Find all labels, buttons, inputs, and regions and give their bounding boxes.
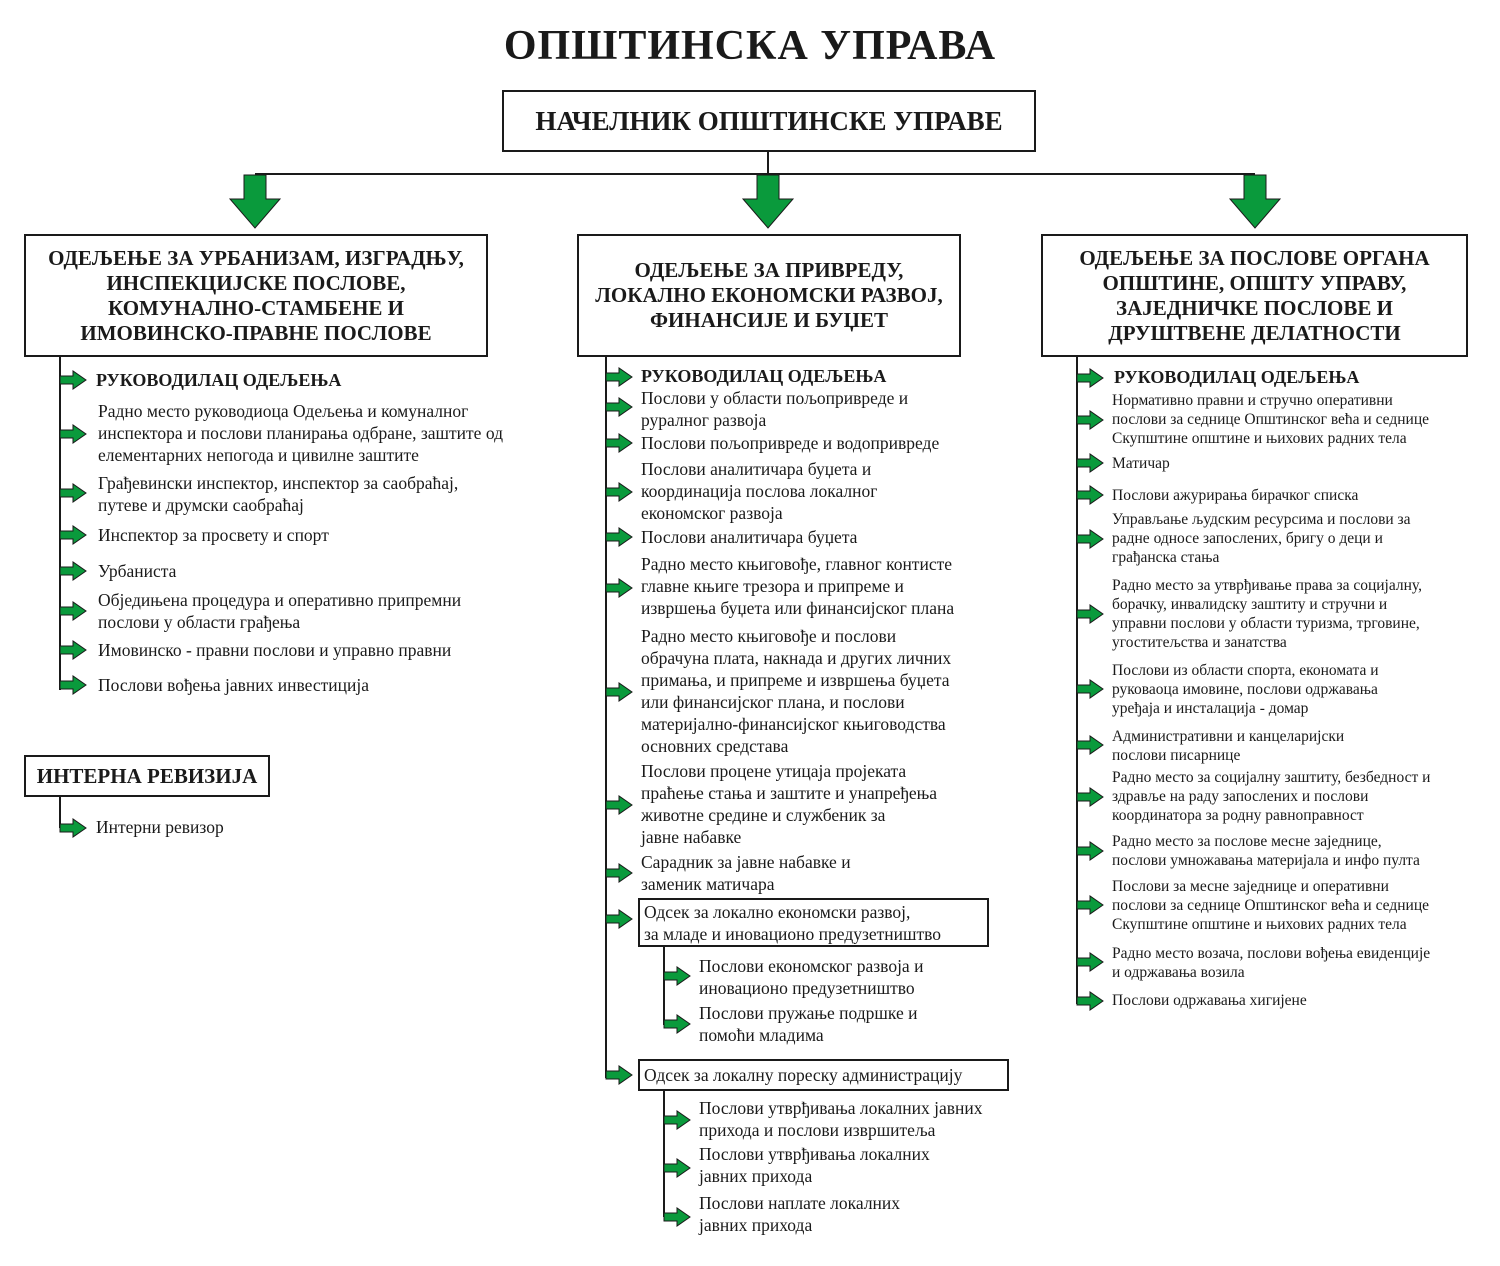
arrow-right-icon <box>60 641 86 659</box>
list-item <box>98 560 176 582</box>
item-line: Послови аналитичара буџета и <box>641 459 872 479</box>
item-line: извршења буџета или финансијског плана <box>641 598 955 618</box>
item-line: послови за седнице Општинског већа и седнице <box>1112 411 1430 428</box>
list-item <box>641 458 877 524</box>
item-line: Управљање људским ресурсима и послови за <box>1112 511 1411 528</box>
arrow-right-icon <box>664 1015 690 1033</box>
list-item <box>641 387 908 431</box>
list-item <box>641 553 954 619</box>
section-box-1 <box>638 898 989 947</box>
item-line: животне средине и службеник за <box>641 805 886 825</box>
arrow-right-icon <box>664 1159 690 1177</box>
item-line: помоћи младима <box>699 1025 824 1045</box>
arrow-right-icon <box>1077 411 1103 429</box>
arrow-right-icon <box>1077 530 1103 548</box>
item-line: Послови за месне заједнице и оперативни <box>1112 878 1389 895</box>
item-line: инспектора и послови планирања одбране, заштите од <box>98 423 503 443</box>
item-line: Скупштине општине и њихових радних тела <box>1112 916 1407 933</box>
item-line: путеве и друмски саобраћај <box>98 495 304 515</box>
item-line: Имовинско - правни послови и управно правни <box>98 640 452 660</box>
item-line: РУКОВОДИЛАЦ ОДЕЉЕЊА <box>1114 367 1360 387</box>
item-line: Послови одржавања хигијене <box>1112 992 1307 1009</box>
arrow-right-icon <box>664 1208 690 1226</box>
item-line: Послови ажурирања бирачког списка <box>1112 487 1359 504</box>
arrow-right-icon <box>60 484 86 502</box>
arrow-down-icon <box>743 175 793 228</box>
list-item <box>1112 832 1420 870</box>
item-line: прихода и послови извршитеља <box>699 1120 936 1140</box>
item-line: Урбаниста <box>98 561 177 581</box>
item-line: Радно место за социјалну заштиту, безбедност и <box>1112 769 1431 786</box>
chief-box: НАЧЕЛНИК ОПШТИНСКЕ УПРАВЕ <box>502 90 1036 152</box>
list-item <box>1112 877 1429 934</box>
item-line: јавних прихода <box>699 1215 813 1235</box>
dept-title-line: ОДЕЉЕЊЕ ЗА ПРИВРЕДУ, <box>634 258 904 282</box>
section-item <box>699 955 923 999</box>
item-line: Послови пружање подршке и <box>699 1003 918 1023</box>
arrow-right-icon <box>1077 842 1103 860</box>
item-line: основних средстава <box>641 736 789 756</box>
dept-title-line: ИНСПЕКЦИЈСКЕ ПОСЛОВЕ, <box>106 270 406 295</box>
item-line: радне односе запослених, бригу о деци и <box>1112 530 1383 547</box>
audit-box: ИНТЕРНА РЕВИЗИЈА <box>24 755 270 797</box>
item-line: уређаја и инсталација - домар <box>1112 700 1309 717</box>
department-box-1 <box>24 234 488 357</box>
item-line: РУКОВОДИЛАЦ ОДЕЉЕЊА <box>641 366 887 386</box>
section-title-line: за младе и иновационо предузетништво <box>644 924 942 944</box>
arrow-right-icon <box>60 425 86 443</box>
item-line: главне књиге трезора и припреме и <box>641 576 904 596</box>
arrow-right-icon <box>606 683 632 701</box>
section-title-line: Одсек за локално економски развој, <box>644 902 911 922</box>
item-line: Радно место за послове месне заједнице, <box>1112 833 1382 850</box>
item-line: руралног развоја <box>641 410 767 430</box>
item-line: Радно место руководиоца Одељења и комуналног <box>98 401 469 421</box>
list-item <box>98 472 458 516</box>
section-item <box>699 1097 983 1141</box>
list-item <box>1112 661 1379 718</box>
item-line: Скупштине општине и њихових радних тела <box>1112 430 1407 447</box>
dept-title-line: КОМУНАЛНО-СТАМБЕНЕ И <box>107 295 404 320</box>
item-line: послови у области грађења <box>98 612 301 632</box>
arrow-right-icon <box>60 562 86 580</box>
item-line: обрачуна плата, накнада и других личних <box>641 648 952 668</box>
item-line: материјално-финансијског књиговодства <box>641 714 946 734</box>
item-line: Грађевински инспектор, инспектор за саобраћај, <box>98 473 459 493</box>
item-line: РУКОВОДИЛАЦ ОДЕЉЕЊА <box>96 370 342 390</box>
dept-title-line: ФИНАНСИЈЕ И БУЏЕТ <box>650 308 888 332</box>
arrow-right-icon <box>60 676 86 694</box>
department-head <box>96 369 341 391</box>
item-line: Инспектор за просвету и спорт <box>98 525 329 545</box>
item-line: примања, и припреме и извршења буџета <box>641 670 950 690</box>
item-line: Послови из области спорта, економата и <box>1112 662 1379 679</box>
item-line: послови за седнице Општинског већа и седнице <box>1112 897 1430 914</box>
section-item <box>699 1143 930 1187</box>
item-line: управни послови у области туризма, трговине, <box>1112 615 1420 632</box>
arrow-right-icon <box>606 910 632 928</box>
item-line: јавне набавке <box>641 827 742 847</box>
list-item <box>641 851 851 895</box>
list-item <box>1112 991 1307 1010</box>
arrow-down-icon <box>1230 175 1280 228</box>
list-item <box>1112 391 1429 448</box>
item-line: праћење стања и заштите и унапређења <box>641 783 938 803</box>
item-line: иновационо предузетништво <box>699 978 915 998</box>
section-item <box>699 1002 917 1046</box>
item-line: Радно место књиговође, главног контисте <box>641 554 953 574</box>
dept-title-line: ИМОВИНСКО-ПРАВНЕ ПОСЛОВЕ <box>80 320 432 345</box>
item-line: Послови утврђивања локалних јавних <box>699 1098 983 1118</box>
dept-title-line: ЗАЈЕДНИЧКЕ ПОСЛОВЕ И <box>1116 295 1393 320</box>
arrow-right-icon <box>606 1066 632 1084</box>
arrow-right-icon <box>1077 486 1103 504</box>
item-line: Послови процене утицаја пројеката <box>641 761 907 781</box>
dept-title-line: ДРУШТВЕНЕ ДЕЛАТНОСТИ <box>1108 320 1401 345</box>
arrow-right-icon <box>60 371 86 389</box>
item-line: Послови пољопривреде и водопривреде <box>641 433 940 453</box>
arrow-right-icon <box>606 579 632 597</box>
dept-title-line: ОПШТИНЕ, ОПШТУ УПРАВУ, <box>1102 270 1407 295</box>
item-line: и одржавања возила <box>1112 964 1245 981</box>
item-line: или финансијског плана, и послови <box>641 692 905 712</box>
department-head <box>641 365 886 387</box>
arrow-right-icon <box>1077 605 1103 623</box>
item-line: Нормативно правни и стручно оперативни <box>1112 392 1393 409</box>
item-line: Послови вођења јавних инвестиција <box>98 675 369 695</box>
item-line: руковаоца имовине, послови одржавања <box>1112 681 1378 698</box>
list-item <box>1112 768 1430 825</box>
arrow-down-icon <box>230 175 280 228</box>
item-line: Послови утврђивања локалних <box>699 1144 930 1164</box>
list-item <box>641 625 951 757</box>
item-line: здравље на раду запослених и послови <box>1112 788 1369 805</box>
dept-title-line: ОДЕЉЕЊЕ ЗА УРБАНИЗАМ, ИЗГРАДЊУ, <box>48 245 464 270</box>
item-line: Сарадник за јавне набавке и <box>641 852 851 872</box>
list-item <box>1112 454 1170 473</box>
list-item <box>641 526 857 548</box>
audit-item <box>96 816 224 838</box>
section-title-line: Одсек за локалну пореску администрацију <box>644 1065 963 1085</box>
arrow-right-icon <box>606 398 632 416</box>
item-line: Послови аналитичара буџета <box>641 527 858 547</box>
arrow-right-icon <box>1077 992 1103 1010</box>
item-line: Радно место возача, послови вођења евиденције <box>1112 945 1431 962</box>
arrow-right-icon <box>606 483 632 501</box>
section-item <box>699 1192 900 1236</box>
item-line: Послови економског развоја и <box>699 956 924 976</box>
dept-title-line: ЛОКАЛНО ЕКОНОМСКИ РАЗВОЈ, <box>595 283 943 307</box>
arrow-right-icon <box>60 819 86 837</box>
item-line: послови умножавања материјала и инфо пулта <box>1112 852 1420 869</box>
item-line: Радно место за утврђивање права за социјалну, <box>1112 577 1422 594</box>
list-item <box>98 639 451 661</box>
arrow-right-icon <box>664 1111 690 1129</box>
arrow-right-icon <box>60 602 86 620</box>
list-item <box>641 760 937 848</box>
arrow-right-icon <box>1077 454 1103 472</box>
list-item <box>98 589 461 633</box>
arrow-right-icon <box>1077 680 1103 698</box>
arrow-right-icon <box>60 526 86 544</box>
arrow-right-icon <box>606 796 632 814</box>
item-line: угоститељства и занатства <box>1112 634 1287 651</box>
department-box-2 <box>577 234 961 357</box>
list-item <box>1112 727 1344 765</box>
arrow-right-icon <box>1077 896 1103 914</box>
section-box-2 <box>638 1059 1009 1091</box>
arrow-right-icon <box>664 967 690 985</box>
item-line: Послови у области пољопривреде и <box>641 388 909 408</box>
arrow-right-icon <box>1077 369 1103 387</box>
item-line: јавних прихода <box>699 1166 813 1186</box>
arrow-right-icon <box>1077 953 1103 971</box>
item-line: координација послова локалног <box>641 481 878 501</box>
list-item <box>98 400 503 466</box>
arrow-right-icon <box>606 864 632 882</box>
item-line: елементарних непогода и цивилне заштите <box>98 445 419 465</box>
item-line: економског развоја <box>641 503 783 523</box>
list-item <box>641 432 939 454</box>
page-title: ОПШТИНСКА УПРАВА <box>503 23 997 69</box>
department-head <box>1114 366 1359 388</box>
department-box-3 <box>1041 234 1468 357</box>
list-item <box>98 524 329 546</box>
item-line: Послови наплате локалних <box>699 1193 901 1213</box>
arrow-right-icon <box>606 368 632 386</box>
item-line: Матичар <box>1112 455 1170 472</box>
item-line: послови писарнице <box>1112 747 1241 764</box>
item-line: грађанска стања <box>1112 549 1220 566</box>
list-item <box>1112 576 1422 652</box>
arrow-right-icon <box>1077 788 1103 806</box>
arrow-right-icon <box>1077 736 1103 754</box>
list-item <box>1112 510 1411 567</box>
item-line: Радно место књиговође и послови <box>641 626 897 646</box>
item-line: координатора за родну равноправност <box>1112 807 1364 824</box>
item-line: заменик матичара <box>641 874 775 894</box>
arrow-right-icon <box>606 528 632 546</box>
list-item <box>1112 944 1430 982</box>
dept-title-line: ОДЕЉЕЊЕ ЗА ПОСЛОВЕ ОРГАНА <box>1079 245 1430 270</box>
item-line: Обједињена процедура и оперативно припремни <box>98 590 462 610</box>
item-line: Интерни ревизор <box>96 817 224 837</box>
item-line: Административни и канцеларијски <box>1112 728 1345 745</box>
item-line: борачку, инвалидску заштиту и стручни и <box>1112 596 1388 613</box>
list-item <box>98 674 369 696</box>
arrow-right-icon <box>606 434 632 452</box>
list-item <box>1112 486 1358 505</box>
